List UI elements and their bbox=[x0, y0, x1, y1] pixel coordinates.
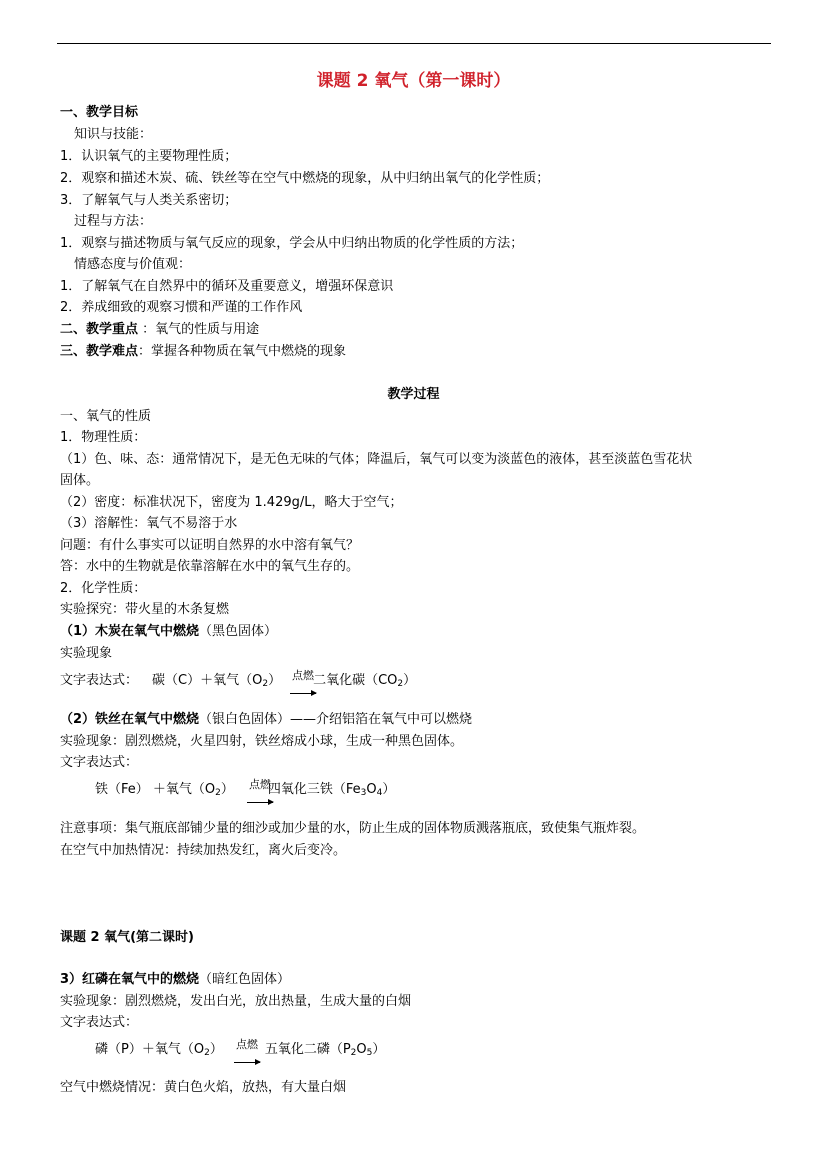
close-paren: ） bbox=[268, 673, 282, 688]
key-point bbox=[60, 321, 259, 339]
color-state-line-cont: 固体。 bbox=[60, 473, 100, 488]
iron-heading-text: （2）铁丝在氧气中燃烧 bbox=[60, 712, 200, 727]
iron-condition: 点燃 bbox=[249, 778, 271, 791]
knowledge-item: 2．观察和描述木炭、硫、铁丝等在空气中燃烧的现象，从中归纳出氧气的化学性质； bbox=[60, 171, 550, 186]
objectives-heading: 一、教学目标 bbox=[60, 105, 139, 120]
phosphorus-product: 五氧化二磷（P bbox=[264, 1042, 351, 1057]
reaction-arrow bbox=[247, 802, 273, 803]
carbon-condition: 点燃 bbox=[292, 669, 314, 682]
process-item: 1．观察与描述物质与氧气反应的现象，学会从中归纳出物质的化学性质的方法； bbox=[60, 236, 524, 251]
iron-note: （银白色固体）——介绍铝箔在氧气中可以燃烧 bbox=[199, 712, 473, 727]
carbon-reactant: 碳（C）＋氧气（O bbox=[152, 673, 263, 688]
phosphorus-heading bbox=[60, 971, 290, 989]
process-label: 过程与方法： bbox=[74, 214, 153, 229]
key-point-text: ：氧气的性质与用途 bbox=[138, 322, 260, 337]
close-paren: ） bbox=[220, 782, 234, 797]
reaction-arrow bbox=[234, 1062, 260, 1063]
subscript: 2 bbox=[397, 679, 404, 689]
iron-in-air: 在空气中加热情况：持续加热发红，离火后变冷。 bbox=[60, 843, 347, 858]
phosphorus-heading-text: 3）红磷在氧气中的燃烧 bbox=[60, 972, 200, 987]
difficulty-label: 三、教学难点 bbox=[60, 344, 139, 359]
question-line: 问题：有什么事实可以证明自然界的水中溶有氧气？ bbox=[60, 538, 360, 553]
carbon-note: （黑色固体） bbox=[199, 624, 278, 639]
attitude-label: 情感态度与价值观： bbox=[74, 257, 192, 272]
iron-expr-label: 文字表达式： bbox=[60, 755, 139, 770]
process-title: 教学过程 bbox=[387, 387, 440, 402]
subscript: 2 bbox=[262, 679, 269, 689]
physical-heading: 1．物理性质： bbox=[60, 430, 147, 445]
oxygen-symbol: O bbox=[366, 782, 377, 797]
close-paren: ） bbox=[403, 673, 417, 688]
subscript: 2 bbox=[350, 1048, 357, 1058]
difficulty bbox=[60, 343, 346, 361]
iron-phenomenon: 实验现象：剧烈燃烧，火星四射，铁丝熔成小球，生成一种黑色固体。 bbox=[60, 734, 464, 749]
section1-heading: 一、氧气的性质 bbox=[60, 409, 152, 424]
iron-equation bbox=[95, 778, 396, 802]
attitude-item: 2．养成细致的观察习惯和严谨的工作作风 bbox=[60, 300, 303, 315]
color-state-line: （1）色、味、态：通常情况下，是无色无味的气体；降温后，氧气可以变为淡蓝色的液体，甚至淡蓝色雪花状 bbox=[60, 452, 693, 467]
chemical-heading: 2．化学性质： bbox=[60, 581, 147, 596]
attitude-item: 1．了解氧气在自然界中的循环及重要意义，增强环保意识 bbox=[60, 279, 394, 294]
header-rule bbox=[57, 43, 771, 44]
subscript: 2 bbox=[204, 1048, 210, 1058]
subscript: 3 bbox=[360, 788, 367, 798]
carbon-product: 二氧化碳（CO bbox=[313, 673, 398, 688]
oxygen-symbol: O bbox=[356, 1042, 367, 1057]
subscript: 4 bbox=[376, 788, 383, 798]
phosphorus-reactant: 磷（P）＋氧气（O bbox=[95, 1042, 205, 1057]
key-point-label: 二、教学重点 bbox=[60, 322, 139, 337]
knowledge-label: 知识与技能： bbox=[74, 127, 153, 142]
iron-product: 四氧化三铁（Fe bbox=[267, 782, 361, 797]
carbon-heading-text: （1）木炭在氧气中燃烧 bbox=[60, 624, 200, 639]
iron-heading bbox=[60, 711, 472, 729]
reaction-arrow bbox=[290, 693, 316, 694]
answer-line: 答：水中的生物就是依靠溶解在水中的氧气生存的。 bbox=[60, 559, 360, 574]
close-paren: ） bbox=[372, 1042, 386, 1057]
phosphorus-in-air: 空气中燃烧情况：黄白色火焰，放热，有大量白烟 bbox=[60, 1080, 347, 1095]
phosphorus-phenomenon: 实验现象：剧烈燃烧，发出白光，放出热量，生成大量的白烟 bbox=[60, 994, 412, 1009]
close-paren: ） bbox=[209, 1042, 223, 1057]
page-title: 课题 2 氧气（第一课时） bbox=[316, 71, 511, 91]
phosphorus-expr-label: 文字表达式： bbox=[60, 1015, 139, 1030]
density-line: （2）密度：标准状况下，密度为 1.429g/L，略大于空气； bbox=[60, 495, 403, 510]
subscript: 5 bbox=[366, 1048, 373, 1058]
expr-label: 文字表达式： bbox=[60, 673, 139, 688]
phosphorus-note: （暗红色固体） bbox=[199, 972, 291, 987]
lesson2-title: 课题 2 氧气(第二课时) bbox=[60, 930, 194, 945]
carbon-phenomenon: 实验现象 bbox=[60, 646, 113, 661]
difficulty-text: ：掌握各种物质在氧气中燃烧的现象 bbox=[138, 344, 347, 359]
phosphorus-condition: 点燃 bbox=[236, 1038, 258, 1051]
carbon-equation bbox=[60, 669, 417, 693]
carbon-heading bbox=[60, 623, 277, 641]
knowledge-item: 3．了解氧气与人类关系密切； bbox=[60, 193, 238, 208]
subscript: 2 bbox=[215, 788, 221, 798]
knowledge-item: 1．认识氧气的主要物理性质； bbox=[60, 149, 238, 164]
iron-caution: 注意事项：集气瓶底部铺少量的细沙或加少量的水，防止生成的固体物质溅落瓶底，致使集气瓶炸裂。 bbox=[60, 821, 646, 836]
iron-reactant: 铁（Fe） ＋氧气（O bbox=[95, 782, 216, 797]
close-paren: ） bbox=[382, 782, 396, 797]
explore-line: 实验探究：带火星的木条复燃 bbox=[60, 602, 230, 617]
solubility-line: （3）溶解性：氧气不易溶于水 bbox=[60, 516, 238, 531]
